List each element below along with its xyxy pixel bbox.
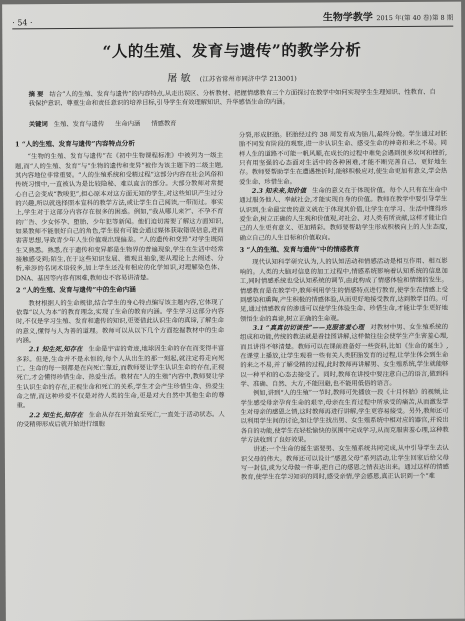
keywords-label: 关键词 xyxy=(28,121,48,129)
paragraph xyxy=(240,323,448,390)
keyword: 生殖、发育与遗传 xyxy=(53,120,105,129)
section-heading-2: 2 “人的生殖、发育与遗传”中的生命内涵 xyxy=(15,285,136,295)
abstract-label: 摘 要 xyxy=(28,91,44,99)
abstract-text: 结合“人的生殖、发育与遗传”的内容特点,从走出误区、分析教材、把握情感教育三个方面探讨在教学中如何实现学生生理知识、性教育、自我保护意识、尊重生命和责任意识的培养目标,引导学生有效理解知识、升华感悟生命的内涵。 xyxy=(28,88,436,108)
subsection-lead-2-3: 2.3 知未来,知价值 xyxy=(251,187,307,195)
author-affiliation: (江苏省常州市同济中学 213001) xyxy=(199,74,297,84)
paragraph xyxy=(16,344,224,411)
journal-issue: 2015 年(第 40 卷)第 8 期 xyxy=(376,13,454,23)
paragraph: 讲述:一个生命的诞生需要男、女生殖系统共同完成,从中引导学生去认识父母的伟大。教师还可以设计“感恩父母”系列活动,让学生回家后给父母写一封信,或为父母做一件事,把自己的感恩之情表达出来。通过这样的情感教育,使学生在学习知识的同时,感受亲情,学会感恩,真正认识到一个“难 xyxy=(240,445,449,482)
keyword: 情感教育 xyxy=(151,120,177,128)
journal-page xyxy=(2,2,465,621)
paragraph: “生物的生殖、发育与遗传”在《初中生物课程标准》中被列为一级主题,而“人的生殖、发育”与“生物的遗传和变异”被作为该主题下的二级主题,其内容地位非常重要。“人的生殖系统和受精过程”这部分内容在社会风俗和传统习惯中,一直被认为是比较隐秘、难以直言的部分。大部分教师对常提心自己会变成“教唆犯”,担心原本对这方面无知的学生,对这些知识产生过分的兴趣,所以就选择照本宣科的教学方法,或让学生自己阅读,一带而过。事实上,学生对于这部分内容存在很多的困惑。例如,“我从哪儿来?”、不孕不育的广告、少女怀孕、堕胎、少年犯等新闻。他们迫切需要了解这方面知识,如果教师不能很好自己的角色,学生很有可能会通过媒体获取错误信息,进而害害思想,导致青少年人生价值观出现偏差。“人的遗传和变异”对学生既陌生又熟悉。熟悉,在于遗传和变异都是生物界的普遍现象,学生在生活中经常接触感受到;陌生,在于这些知识发展、微观且抽象,要从理论上去阐述、分析,牵涉的名词术语较多,加上学生还没有相应的化学知识,对理解染色体、DNA、基因等内容有困难,教师也不容易讲清楚。 xyxy=(15,152,224,283)
left-column xyxy=(15,137,225,430)
abstract xyxy=(29,88,442,109)
paragraph: 分裂,形成胚胎。胚胎经过约 38 周发育成为胎儿,最终分娩。学生通过对胚胎不同发育阶段的观察,进一步认识生命、感受生命的神奇和来之不易。同样人生的道路不可能一帆风顺,在成长的过程中难免会遇到很多坎坷和挫折,只有用坚强的心态面对生活中的各种困难,才能不断完善自己、更好地生存。教师要帮助学生在遭遇挫折时,能够积极应对,使生命更加有意义,学会热爱生命、珍惜生命。 xyxy=(238,130,448,186)
section-heading-3: 3 “人的生殖、发育与遗传”中的情感教育 xyxy=(239,245,360,255)
article-title: “人的生殖、发育与遗传”的教学分析 xyxy=(102,40,362,61)
section-heading-1: 1 “人的生殖、发育与遗传”内容特点分析 xyxy=(14,139,135,149)
journal-name: 生物学教学 xyxy=(322,12,373,24)
paragraph-text: 生命是宇宙的奇迹,地球因生命的存在而变得丰富多彩。但是,生命并不是永恒的,每个人从出生的那一刻起,就注定将走向死亡。生命的每一刻都是在向死亡靠近,而教师要让学生认识生命的存在,正视死亡,才会懂得珍惜生命、热爱生活。教材在“人的生殖”内容中,教师要让学生认识生命的存在,正视生命和死亡的关系,学生才会产生珍惜生命、热爱生命之情,而这种珍爱不仅是对待人类的生命,更是对大自然中其他生命的尊重。 xyxy=(16,345,225,410)
paragraph xyxy=(239,186,447,243)
author-line xyxy=(3,68,462,86)
subsection-lead-2-1: 2.1 知生死,知存在 xyxy=(28,346,83,354)
running-header xyxy=(12,8,453,27)
keyword: 生命内涵 xyxy=(115,120,141,128)
paragraph-text: 对教材中男、女生殖系统的组成和功能,传统的教法就是看挂图讲解,这样做往往会使学生产生害羞心理,而且讲得不够清楚。教师可以在课前准备好一些资料,比如《生命的诞生》,在课堂上播放,让学生观看一些有关人类胚胎发育的过程,让学生体会到生命的来之不易,并了解受精的过程,此时教师再讲解男、女生殖系统,学生就能够以一种平和的心态去接受了。同时,教师在讲授中要注意自己的语言,做到科学、准确、自然、大方,不能回避,也不能用低俗的语言。 xyxy=(240,323,449,388)
paragraph-text: 生命从存在开始直至死亡,一直处于活动状态。人的受精卵形成后就开始进行细胞 xyxy=(16,410,225,429)
paragraph: 教材根据人的生命规律,结合学生的身心特点编写该主题内容,它体现了依靠“以人为本”的教育理念,实现了生命的教育内涵。学生学习这部分内容时,不仅是学习生殖、发育和遗传的知识,更要借此认识生命的真谛,了解生命的意义,懂得与人为善的道理。教师可以从以下几个方面挖掘教材中的生命内涵。 xyxy=(15,298,225,345)
right-column xyxy=(239,130,449,483)
paragraph: 现代认知科学研究认为,人的认知活动和情感活动是相互作用、相互影响的。人类的大脑对信息的加工过程中,情感系统影响着认知系统的信息加工,同时情感系统也受认知系统的调节,由此构成了情感体验和情绪的发生。情感教育是在教学中,教师利用学生的情感特点进行教育,使学生在情感上受到感染和熏陶,产生积极的情感体验,从而更好地接受教育,达到教学目的。可见,通过情感教育的渗透可以使学生体验生命、珍惜生命,才能让学生更好地领悟生命的真谛,树立正确的生命观。 xyxy=(239,258,449,323)
subsection-lead-3-1: 3.1 “真真切切谈性”——克服害羞心理 xyxy=(252,324,365,332)
journal-title xyxy=(323,8,453,24)
page-number: · 54 · xyxy=(12,18,33,28)
subsection-lead-2-2: 2.2 知生长,知存在 xyxy=(29,411,83,419)
author-name: 屠 敏 xyxy=(167,73,191,85)
paragraph xyxy=(17,410,225,430)
header-rule xyxy=(12,26,453,30)
paragraph-text: 生命的意义在于体现价值。每个人只有在生命中通过服务他人、奉献社会,才能实现自身的价值。教师在教学中要引导学生认识到,生命最宝贵的意义就在于体现其价值,让学生在学习、生活中懂得珍爱生命,树立正确的人生观和价值观,对社会、对人类有所贡献,这样才能让自己的人生更有意义、更加精彩。教师要帮助学生形成积极向上的人生态度,确立自己的人生目标和价值取向。 xyxy=(239,186,448,242)
paragraph: 例如,讲到“人的生殖”一节时,教师可先播放一段《十月怀胎》的视频,让学生感受母亲孕育生命的艰辛,母亲在生育过程中所承受的痛苦,从而激发学生对母亲的感恩之情,这时教师再进行讲解,学生更容易接受。另外,教师还可以利用学生间的讨论,如让学生找出男、女生殖系统中相对应的器官,并说出各自的功能,使学生在轻松愉快的氛围中完成学习,从而克服害羞心理,这种教学方法收到了良好效果。 xyxy=(240,388,449,444)
keywords xyxy=(29,118,442,130)
